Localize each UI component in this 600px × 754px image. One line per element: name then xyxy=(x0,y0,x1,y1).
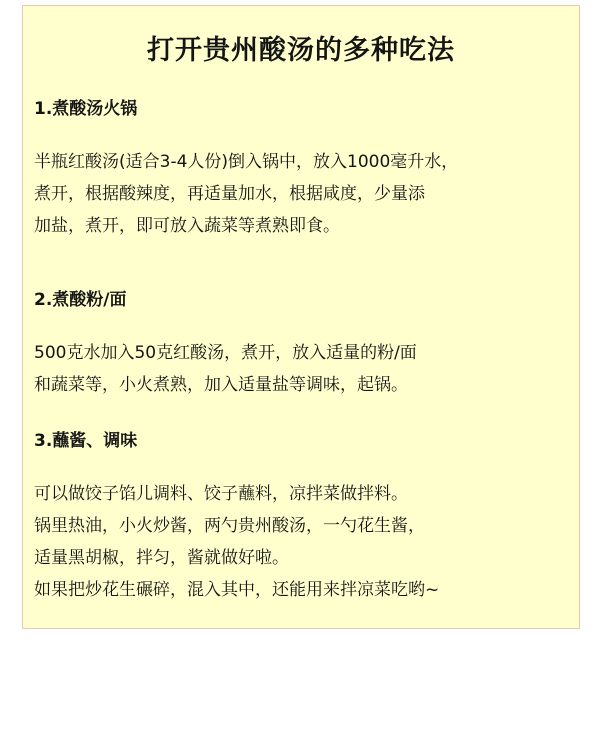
body-line: 加盐，煮开，即可放入蔬菜等煮熟即食。 xyxy=(34,216,340,236)
recipe-card xyxy=(22,5,580,629)
body-line: 适量黑胡椒，拌匀，酱就做好啦。 xyxy=(34,548,289,568)
section-heading-hotpot: 1.煮酸汤火锅 xyxy=(34,99,138,119)
section-heading-sauce: 3.蘸酱、调味 xyxy=(34,431,138,451)
body-line: 可以做饺子馅儿调料、饺子蘸料，凉拌菜做拌料。 xyxy=(34,484,408,504)
page-title: 打开贵州酸汤的多种吃法 xyxy=(147,35,455,66)
section-body-sauce xyxy=(34,478,573,606)
body-line: 煮开，根据酸辣度，再适量加水，根据咸度，少量添 xyxy=(34,184,425,204)
section-body-hotpot xyxy=(34,146,573,242)
section-body-noodles xyxy=(34,337,573,401)
body-line: 500克水加入50克红酸汤，煮开，放入适量的粉/面 xyxy=(34,343,417,363)
body-line: 锅里热油，小火炒酱，两勺贵州酸汤，一勺花生酱， xyxy=(34,516,425,536)
section-heading-noodles: 2.煮酸粉/面 xyxy=(34,290,127,310)
body-line: 和蔬菜等，小火煮熟，加入适量盐等调味，起锅。 xyxy=(34,375,408,395)
body-line: 如果把炒花生碾碎，混入其中，还能用来拌凉菜吃哟~ xyxy=(34,580,440,600)
body-line: 半瓶红酸汤(适合3-4人份)倒入锅中，放入1000毫升水， xyxy=(34,152,459,172)
